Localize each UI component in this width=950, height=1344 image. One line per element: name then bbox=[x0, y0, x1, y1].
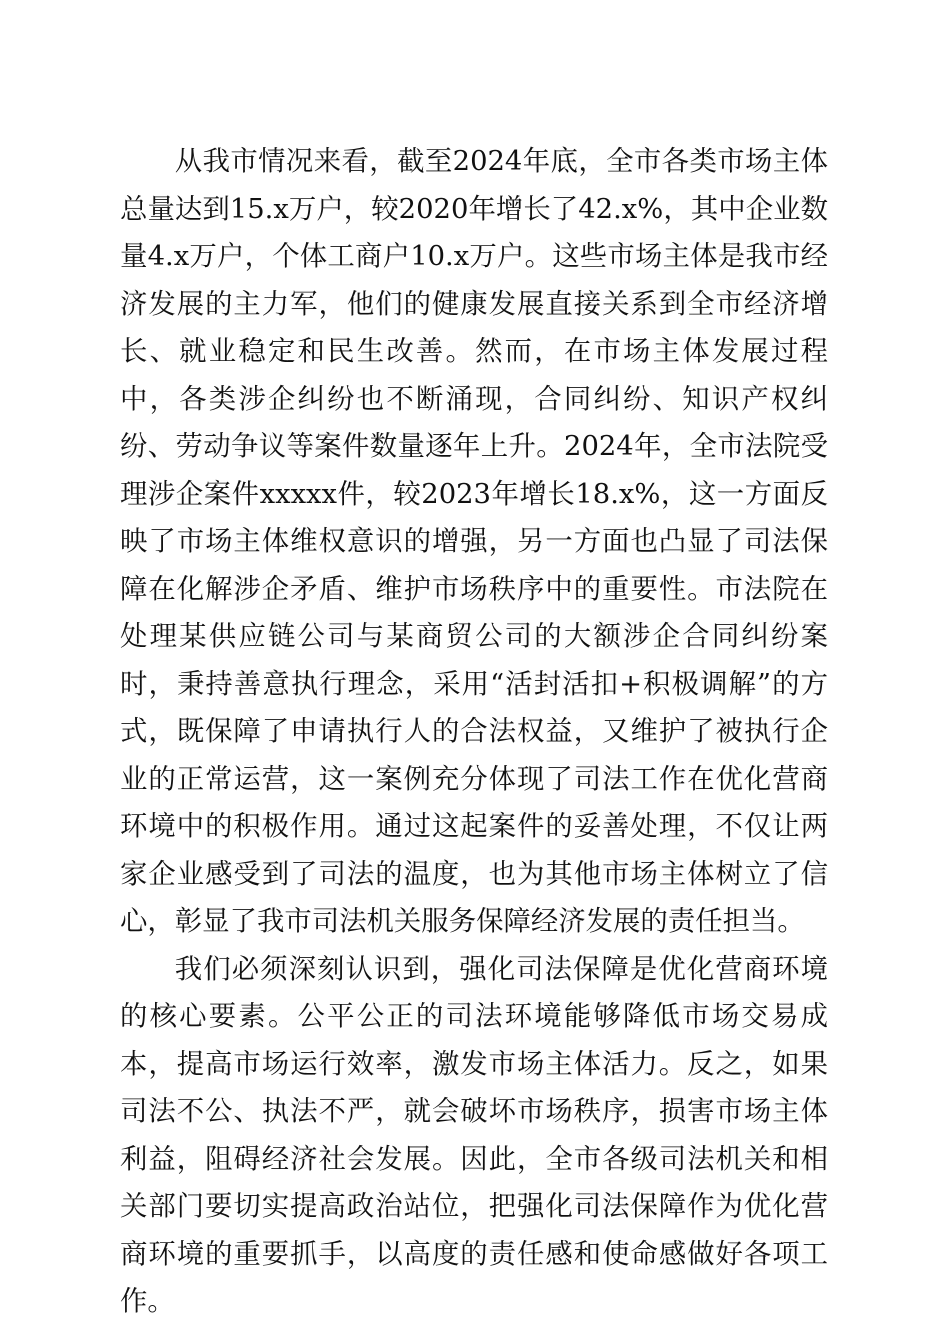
paragraph-market-entities: 从我市情况来看，截至2024年底，全市各类市场主体总量达到15.x万户，较2020年增长了42.x%，其中企业数量4.x万户，个体工商户10.x万户。这些市场主体是我市经济发展的主力军，他们的健康发展直接关系到全市经济增长、就业稳定和民生改善。然而，在市场主体发展过程中，各类涉企纠纷也不断涌现，合同纠纷、知识产权纠纷、劳动争议等案件数量逐年上升。2024年，全市法院受理涉企案件xxxxx件，较2023年增长18.x%，这一方面反映了市场主体维权意识的增强，另一方面也凸显了司法保障在化解涉企矛盾、维护市场秩序中的重要性。市法院在处理某供应链公司与某商贸公司的大额涉企合同纠纷案时，秉持善意执行理念，采用“活封活扣+积极调解”的方式，既保障了申请执行人的合法权益，又维护了被执行企业的正常运营，这一案例充分体现了司法工作在优化营商环境中的积极作用。通过这起案件的妥善处理，不仅让两家企业感受到了司法的温度，也为其他市场主体树立了信心，彰显了我市司法机关服务保障经济发展的责任担当。 bbox=[120, 146, 828, 937]
document-page bbox=[120, 138, 828, 1326]
paragraph-judicial-guarantee: 我们必须深刻认识到，强化司法保障是优化营商环境的核心要素。公平公正的司法环境能够降低市场交易成本，提高市场运行效率，激发市场主体活力。反之，如果司法不公、执法不严，就会破坏市场秩序，损害市场主体利益，阻碍经济社会发展。因此，全市各级司法机关和相关部门要切实提高政治站位，把强化司法保障作为优化营商环境的重要抓手，以高度的责任感和使命感做好各项工作。 bbox=[120, 953, 828, 1317]
